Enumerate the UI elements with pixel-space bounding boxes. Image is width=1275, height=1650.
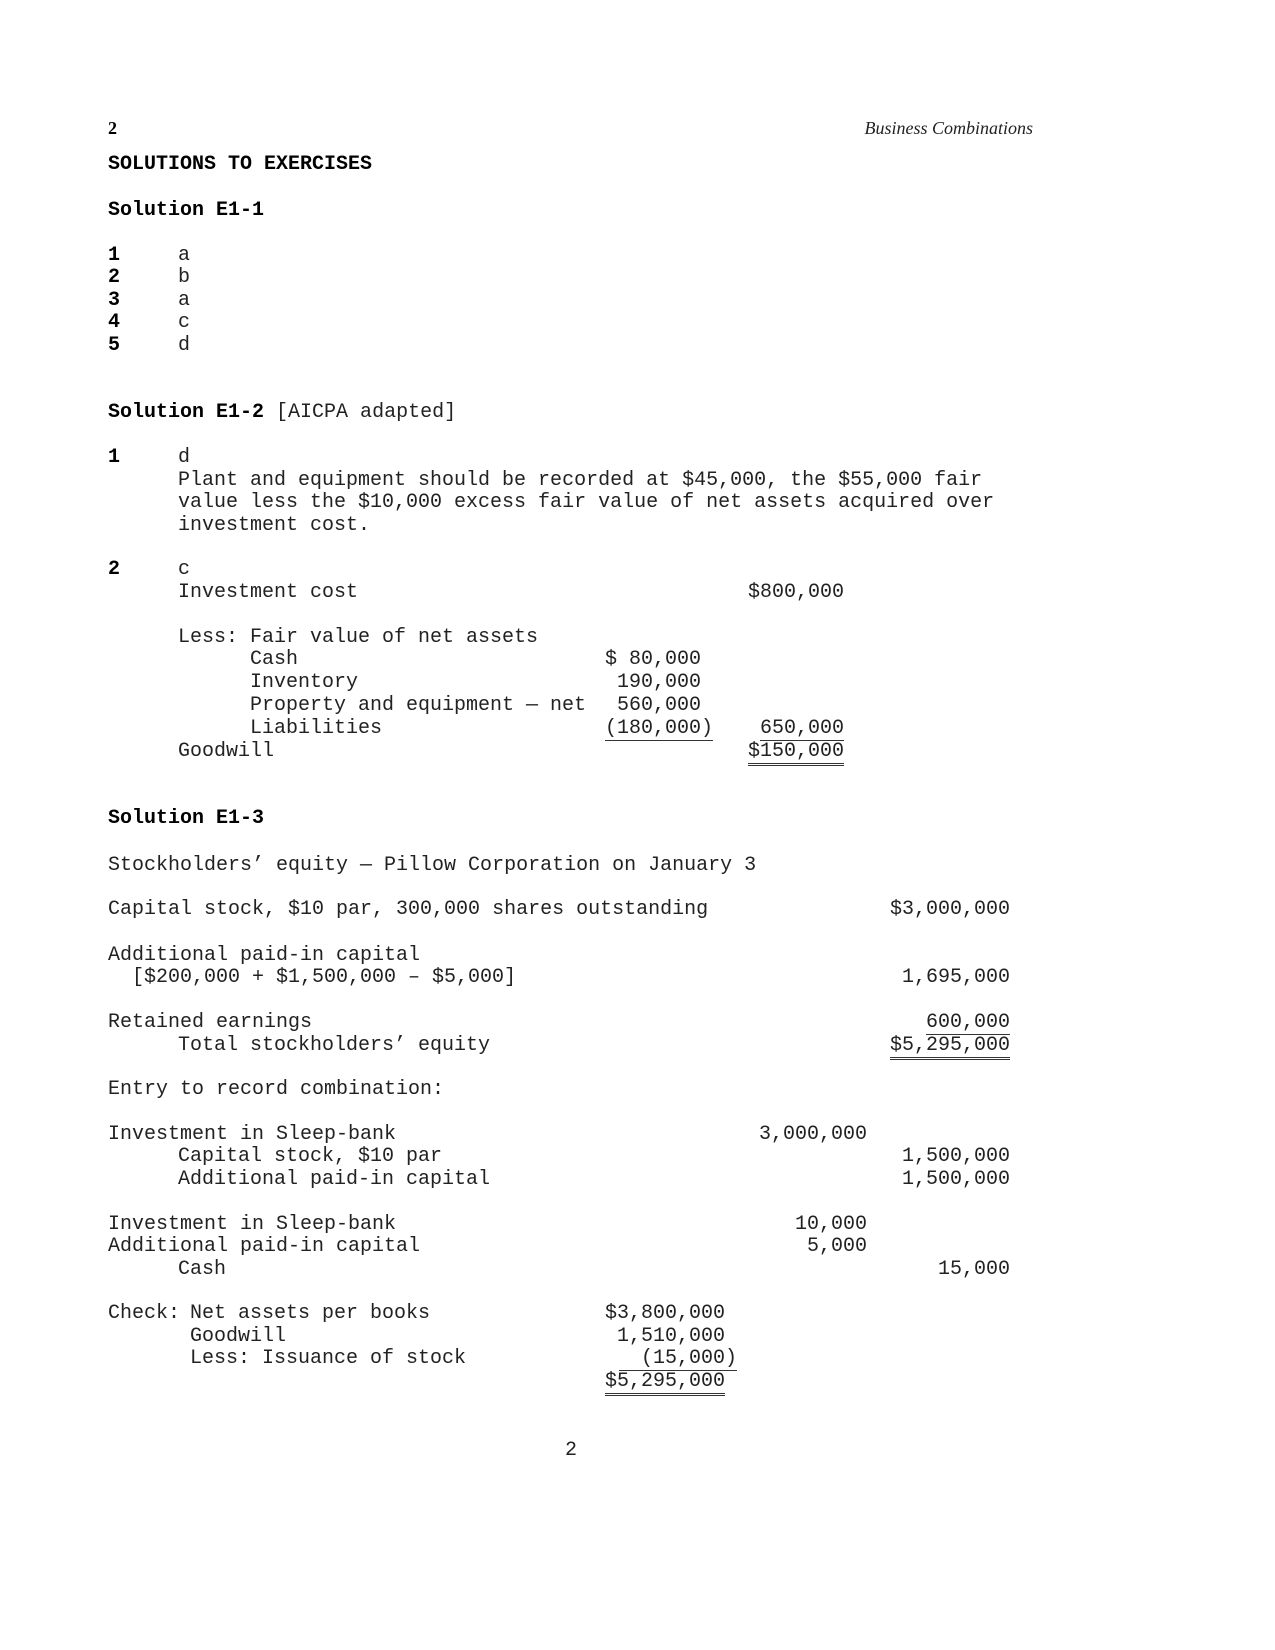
check-label: Check:	[108, 1302, 181, 1325]
answer-letter: c	[178, 311, 191, 334]
answer-number: 4	[108, 311, 121, 334]
solution-e1-3-title: Solution E1-3	[108, 807, 265, 830]
goodwill-value: $150,000	[748, 740, 844, 766]
journal-credit-value: 15,000	[937, 1258, 1010, 1281]
check-item-label: Net assets per books	[190, 1302, 431, 1325]
section-heading: SOLUTIONS TO EXERCISES	[108, 153, 373, 176]
capital-stock-label: Capital stock, $10 par, 300,000 shares outstanding	[108, 898, 709, 921]
answer-letter: a	[178, 244, 191, 267]
check-item-value: 1,510,000	[616, 1325, 725, 1348]
check-item-label: Less: Issuance of stock	[190, 1347, 467, 1370]
asset-label: Inventory	[250, 671, 359, 694]
solution-e1-1-title: Solution E1-1	[108, 199, 265, 222]
answer-letter: b	[178, 266, 191, 289]
journal-debit-value: 10,000	[794, 1213, 867, 1236]
net-assets-total: 650,000	[759, 717, 844, 740]
apic-label: Additional paid-in capital	[108, 944, 421, 967]
investment-cost-value: $800,000	[747, 581, 844, 604]
total-equity-label: Total stockholders’ equity	[178, 1034, 491, 1057]
answer-number: 2	[108, 266, 121, 289]
answer-number: 3	[108, 289, 121, 312]
page-number-header: 2	[108, 118, 117, 138]
solution-source: [AICPA adapted]	[276, 401, 457, 424]
journal-debit-account: Investment in Sleep-bank	[108, 1123, 397, 1146]
journal-credit-value: 1,500,000	[901, 1145, 1010, 1168]
check-item-value: (15,000)	[619, 1347, 737, 1371]
page-number-footer: 2	[565, 1439, 578, 1462]
journal-credit-account: Additional paid-in capital	[178, 1168, 491, 1191]
check-item-label: Goodwill	[190, 1325, 287, 1348]
journal-debit-account: Additional paid-in capital	[108, 1235, 421, 1258]
total-equity-value: $5,295,000	[890, 1034, 1010, 1060]
check-item-value: $3,800,000	[604, 1302, 725, 1325]
equity-heading: Stockholders’ equity — Pillow Corporation on January 3	[108, 854, 757, 877]
solution-e1-2-heading	[108, 401, 456, 424]
asset-label: Cash	[250, 648, 299, 671]
entry-heading: Entry to record combination:	[108, 1078, 445, 1101]
explanation-line: investment cost.	[178, 514, 371, 537]
less-fair-value-label: Less: Fair value of net assets	[178, 626, 539, 649]
asset-value: $ 80,000	[604, 648, 701, 671]
capital-stock-value: $3,000,000	[889, 898, 1010, 921]
asset-value: 190,000	[616, 671, 701, 694]
solution-e1-2-title: Solution E1-2	[108, 401, 265, 424]
journal-debit-value: 3,000,000	[758, 1123, 867, 1146]
liability-value: (180,000)	[604, 717, 713, 740]
journal-credit-account: Capital stock, $10 par	[178, 1145, 443, 1168]
apic-value: 1,695,000	[901, 966, 1010, 989]
retained-earnings-value: 600,000	[925, 1011, 1010, 1034]
book-title: Business Combinations	[864, 118, 1033, 138]
journal-credit-account: Cash	[178, 1258, 227, 1281]
answer-number: 5	[108, 334, 121, 357]
goodwill-label: Goodwill	[178, 740, 275, 763]
answer-letter: c	[178, 558, 191, 581]
answer-number: 1	[108, 244, 121, 267]
answer-letter: d	[178, 334, 191, 357]
liability-label: Liabilities	[250, 717, 383, 740]
question-number: 1	[108, 446, 121, 469]
journal-debit-account: Investment in Sleep-bank	[108, 1213, 397, 1236]
explanation-line: Plant and equipment should be recorded at $45,000, the $55,000 fair	[178, 469, 983, 492]
answer-letter: d	[178, 446, 191, 469]
explanation-line: value less the $10,000 excess fair value of net assets acquired over	[178, 491, 995, 514]
question-number: 2	[108, 558, 121, 581]
journal-debit-value: 5,000	[806, 1235, 867, 1258]
apic-calculation: [$200,000 + $1,500,000 – $5,000]	[132, 966, 517, 989]
check-total: $5,295,000	[605, 1370, 725, 1396]
asset-value: 560,000	[616, 694, 701, 717]
answer-letter: a	[178, 289, 191, 312]
investment-cost-label: Investment cost	[178, 581, 359, 604]
asset-label: Property and equipment — net	[250, 694, 587, 717]
retained-earnings-label: Retained earnings	[108, 1011, 313, 1034]
journal-credit-value: 1,500,000	[901, 1168, 1010, 1191]
